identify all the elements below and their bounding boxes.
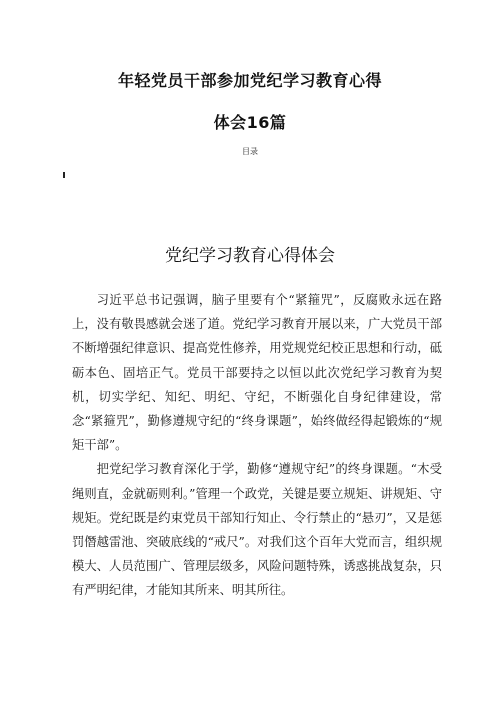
- document-title-line-1: 年轻党员干部参加党纪学习教育心得: [117, 71, 382, 90]
- section-heading: 党纪学习教育心得体会: [165, 246, 335, 266]
- paragraph-2: 把党纪学习教育深化于学，勤修“遵规守纪”的终身课题。“木受绳则直，金就砺则利。”管理一个政党，关键是要立规矩、讲规矩、守规矩。党纪既是约束党员干部知行知止、令行禁止的“悬刃”，又是惩罚僭越雷池、突破底线的“戒尺”。对我们这个百年大党而言，组织规模大、人员范围广、管理层级多，风险问题特殊，诱惑挑战复杂，只有严明纪律，才能知其所来、明其所往。: [72, 462, 442, 598]
- body-text: [72, 288, 442, 603]
- table-of-contents-label: 目录: [242, 147, 258, 156]
- toc-marker: [63, 172, 65, 178]
- document-title-line-2: 体会16篇: [213, 113, 287, 132]
- paragraph-1: 习近平总书记强调，脑子里要有个“紧箍咒”，反腐败永远在路上，没有敬畏感就会迷了道。党纪学习教育开展以来，广大党员干部不断增强纪律意识、提高党性修养，用党规党纪校正思想和行动，砥砺本色、固培正气。党员干部要持之以恒以此次党纪学习教育为契机，切实学纪、知纪、明纪、守纪，不断强化自身纪律建设，常念“紧箍咒”，勤修遵规守纪的“终身课题”，始终做经得起锻炼的“规矩干部”。: [72, 293, 442, 453]
